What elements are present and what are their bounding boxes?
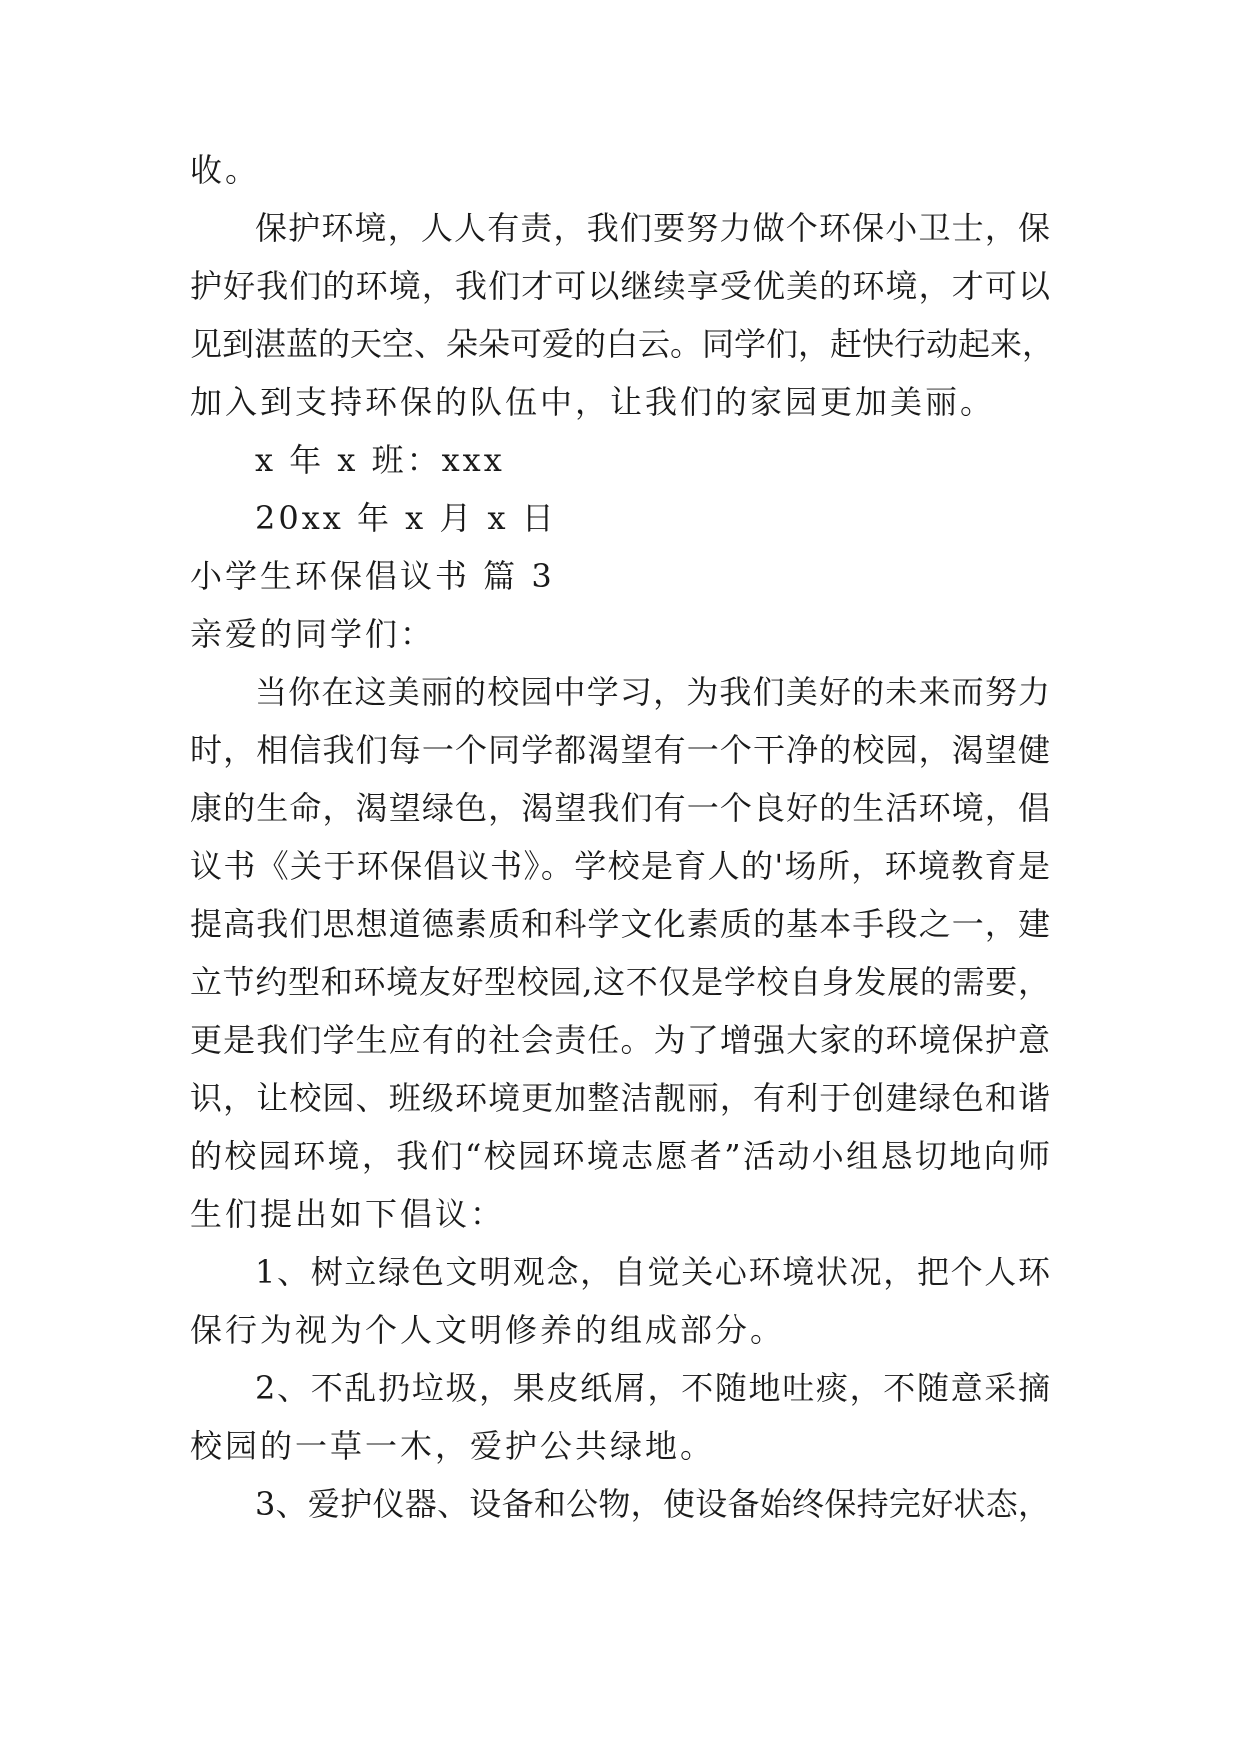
text-line: 校园的一草一木，爱护公共绿地。 [190, 1427, 716, 1465]
list-item-first-line: 2、不乱扔垃圾，果皮纸屑，不随地吐痰，不随意采摘 [255, 1369, 1050, 1407]
salutation: 亲爱的同学们： [190, 615, 436, 653]
text-line: 立节约型和环境友好型校园,这不仅是学校自身发展的需要， [190, 963, 1050, 1001]
text-line: 议书《关于环保倡议书》。学校是育人的'场所，环境教育是 [190, 847, 1050, 885]
paragraph-first-line: 保护环境，人人有责，我们要努力做个环保小卫士，保 [255, 209, 1050, 247]
text-line: 生们提出如下倡议： [190, 1195, 506, 1233]
text-line: 更是我们学生应有的社会责任。为了增强大家的环境保护意 [190, 1021, 1050, 1059]
text-line: 护好我们的环境，我们才可以继续享受优美的环境，才可以 [190, 267, 1050, 305]
text-line: 收。 [190, 151, 261, 189]
text-line: 时，相信我们每一个同学都渴望有一个干净的校园，渴望健 [190, 731, 1050, 769]
text-line: 康的生命，渴望绿色，渴望我们有一个良好的生活环境，倡 [190, 789, 1050, 827]
signature-date: 20xx 年 x 月 x 日 [255, 499, 557, 537]
paragraph-first-line: 当你在这美丽的校园中学习，为我们美好的未来而努力 [255, 673, 1050, 711]
text-line: 识，让校园、班级环境更加整洁靓丽，有利于创建绿色和谐 [190, 1079, 1050, 1117]
section-title: 小学生环保倡议书 篇 3 [190, 557, 555, 595]
text-line: 的校园环境，我们“校园环境志愿者”活动小组恳切地向师 [190, 1137, 1050, 1175]
text-line: 见到湛蓝的天空、朵朵可爱的白云。同学们，赶快行动起来， [190, 325, 1055, 363]
list-item-first-line: 3、爱护仪器、设备和公物，使设备始终保持完好状态， [255, 1485, 1050, 1523]
text-line: 加入到支持环保的队伍中，让我们的家园更加美丽。 [190, 383, 996, 421]
list-item-first-line: 1、树立绿色文明观念，自觉关心环境状况，把个人环 [255, 1253, 1050, 1291]
signature-class: x 年 x 班：xxx [255, 441, 505, 479]
text-line: 保行为视为个人文明修养的组成部分。 [190, 1311, 786, 1349]
text-line: 提高我们思想道德素质和科学文化素质的基本手段之一，建 [190, 905, 1050, 943]
